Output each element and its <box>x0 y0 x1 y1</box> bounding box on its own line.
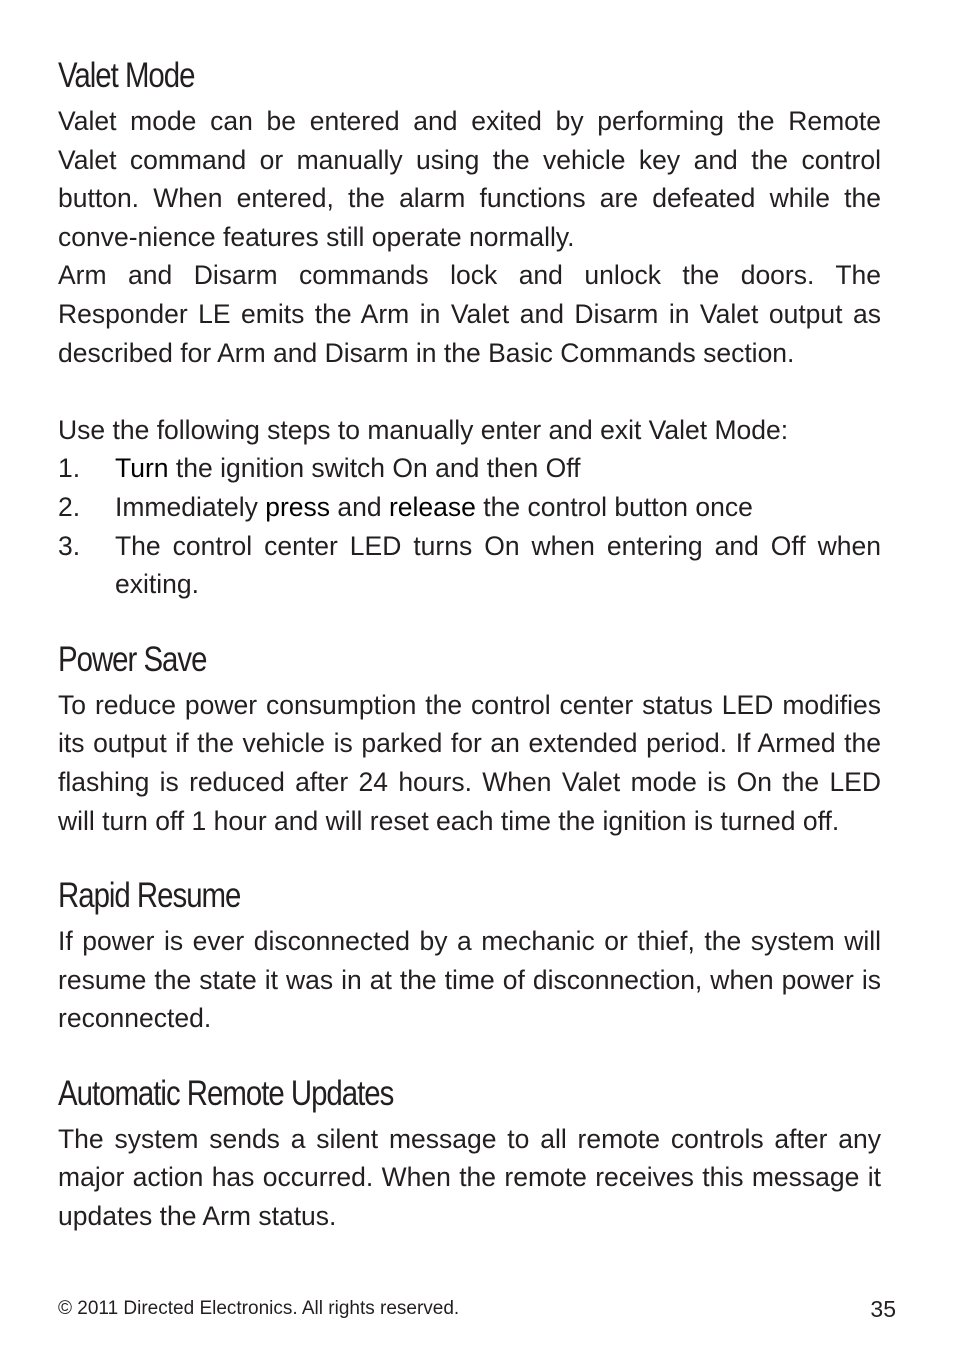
spacer <box>58 1038 881 1068</box>
spacer <box>58 840 881 870</box>
list-item <box>58 527 881 604</box>
section-heading: Rapid Resume <box>58 876 241 916</box>
paragraph: Valet mode can be entered and exited by performing the Remote Valet command or manually using the vehicle key and the control button. When entered, the alarm functions are defeated while the conve-nience features still operate normally. <box>58 106 881 252</box>
steps-intro: Use the following steps to manually enter and exit Valet Mode: <box>58 414 789 445</box>
section-heading: Valet Mode <box>58 56 195 95</box>
spacer <box>58 604 881 634</box>
rapid-resume-section <box>58 870 881 1038</box>
step-number: 1. <box>58 453 81 484</box>
paragraph: Arm and Disarm commands lock and unlock the doors. The Responder LE emits the Arm in Valet and Disarm in Valet output as described for Arm and Disarm in the Basic Commands section. <box>58 260 881 368</box>
step-text: and <box>330 491 389 522</box>
power-save-section <box>58 634 881 840</box>
spacer <box>58 372 881 411</box>
page-number: 35 <box>870 1296 896 1322</box>
automatic-remote-updates-section <box>58 1068 881 1236</box>
section-heading: Automatic Remote Updates <box>58 1073 394 1113</box>
section-heading: Power Save <box>58 639 207 679</box>
paragraph: If power is ever disconnected by a mechanic or thief, the system will resume the state it was in at the time of disconnection, when power is reconnected. <box>58 926 881 1034</box>
step-text: The control center LED turns On when entering and Off when exiting. <box>115 530 881 600</box>
steps-list <box>58 449 881 603</box>
valet-mode-section <box>58 50 881 604</box>
step-keyword: Turn <box>115 453 169 484</box>
manual-page <box>58 50 881 1236</box>
list-item <box>58 488 881 527</box>
step-keyword: press <box>265 491 331 522</box>
step-text: the control button once <box>475 491 753 522</box>
step-text: Immediately <box>115 491 266 522</box>
step-keyword: release <box>388 491 476 522</box>
step-number: 3. <box>58 530 81 561</box>
list-item <box>58 449 881 488</box>
copyright-footer: © 2011 Directed Electronics. All rights reserved. <box>58 1298 460 1319</box>
step-text: the ignition switch On and then Off <box>168 453 581 484</box>
step-number: 2. <box>58 491 81 522</box>
paragraph: To reduce power consumption the control center status LED modifies its output if the vehicle is parked for an extended period. If Armed the flashing is reduced after 24 hours. When Valet mode is On the LED will turn off 1 hour and will reset each time the ignition is turned off. <box>58 689 881 836</box>
paragraph: The system sends a silent message to all remote controls after any major action has occurred. When the remote receives this message it updates the Arm status. <box>58 1123 881 1232</box>
